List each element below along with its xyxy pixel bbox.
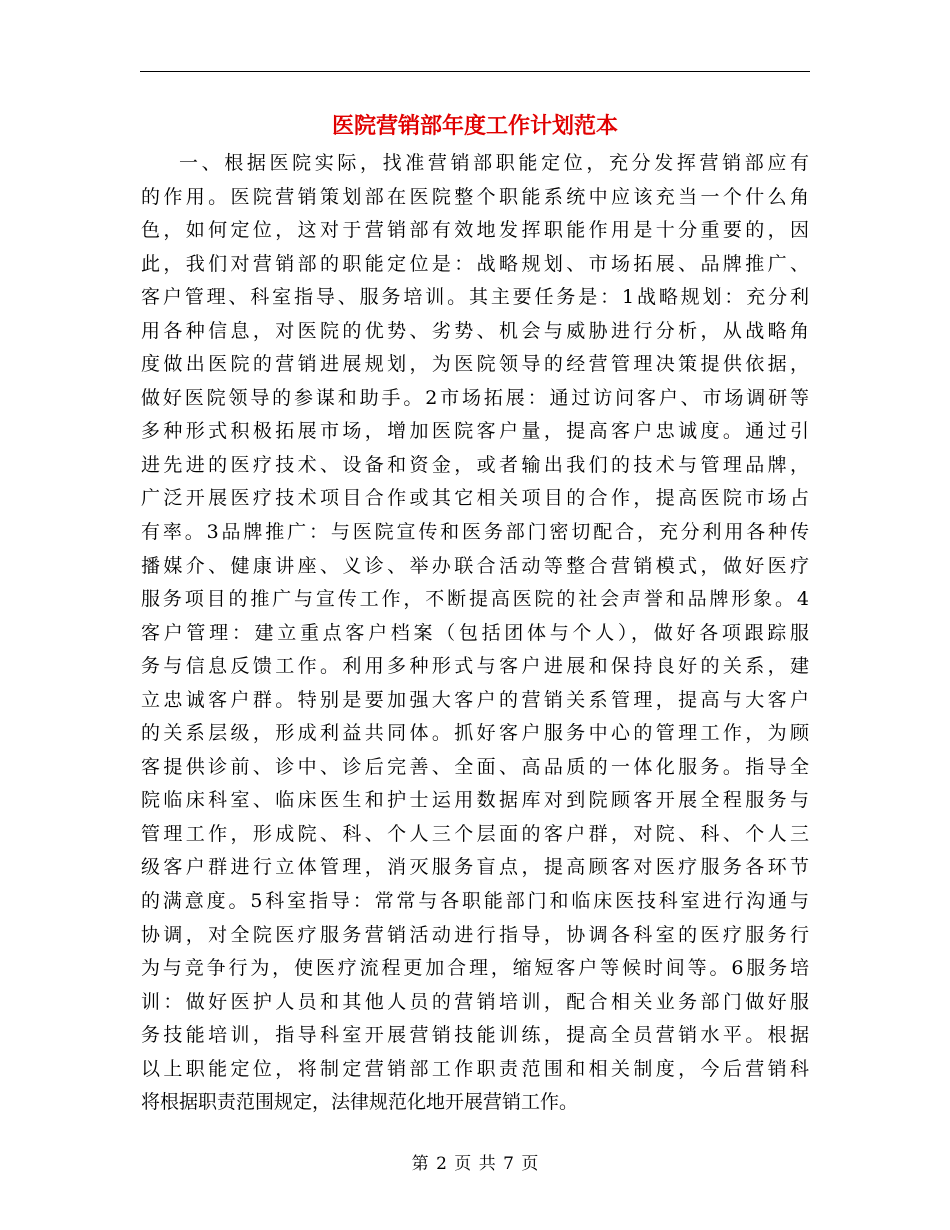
body-line: 立忠诚客户群。特别是要加强大客户的营销关系管理，提高与大客户 — [141, 688, 809, 711]
body-line: 务技能培训，指导科室开展营销技能训练，提高全员营销水平。根据 — [141, 1024, 809, 1047]
body-line: 管理工作，形成院、科、个人三个层面的客户群，对院、科、个人三 — [141, 822, 809, 845]
body-line: 服务项目的推广与宣传工作，不断提高医院的社会声誉和品牌形象。4 — [141, 588, 809, 611]
body-line: 进先进的医疗技术、设备和资金，或者输出我们的技术与管理品牌， — [141, 453, 809, 476]
body-text — [141, 147, 809, 1120]
body-line: 协调，对全院医疗服务营销活动进行指导，协调各科室的医疗服务行 — [141, 923, 809, 946]
body-line: 级客户群进行立体管理，消灭服务盲点，提高顾客对医疗服务各环节 — [141, 856, 809, 879]
body-line: 务与信息反馈工作。利用多种形式与客户进展和保持良好的关系，建 — [141, 655, 809, 678]
body-line: 多种形式积极拓展市场，增加医院客户量，提高客户忠诚度。通过引 — [141, 420, 809, 443]
body-line: 客户管理、科室指导、服务培训。其主要任务是：1战略规划：充分利 — [141, 286, 809, 309]
body-line: 播媒介、健康讲座、义诊、举办联合活动等整合营销模式，做好医疗 — [141, 554, 809, 577]
body-line: 做好医院领导的参谋和助手。2市场拓展：通过访问客户、市场调研等 — [141, 386, 809, 409]
body-line: 院临床科室、临床医生和护士运用数据库对到院顾客开展全程服务与 — [141, 789, 809, 812]
body-line: 广泛开展医疗技术项目合作或其它相关项目的合作，提高医院市场占 — [141, 487, 809, 510]
body-line: 训：做好医护人员和其他人员的营销培训，配合相关业务部门做好服 — [141, 990, 809, 1013]
body-line: 为与竞争行为，使医疗流程更加合理，缩短客户等候时间等。6服务培 — [141, 957, 809, 980]
body-line: 用各种信息，对医院的优势、劣势、机会与威胁进行分析，从战略角 — [141, 319, 809, 342]
body-line: 色，如何定位，这对于营销部有效地发挥职能作用是十分重要的，因 — [141, 219, 809, 242]
body-line: 的关系层级，形成利益共同体。抓好客户服务中心的管理工作，为顾 — [141, 722, 809, 745]
document-title: 医院营销部年度工作计划范本 — [331, 113, 618, 139]
body-line: 一、根据医院实际，找准营销部职能定位，充分发挥营销部应有 — [179, 152, 809, 174]
body-line: 有率。3品牌推广：与医院宣传和医务部门密切配合，充分利用各种传 — [141, 521, 809, 544]
body-line: 此，我们对营销部的职能定位是：战略规划、市场拓展、品牌推广、 — [141, 252, 809, 275]
body-line: 度做出医院的营销进展规划，为医院领导的经营管理决策提供依据， — [141, 353, 809, 376]
body-line: 客户管理：建立重点客户档案（包括团体与个人），做好各项跟踪服 — [141, 621, 809, 644]
body-line: 客提供诊前、诊中、诊后完善、全面、高品质的一体化服务。指导全 — [141, 755, 809, 778]
body-line: 的作用。医院营销策划部在医院整个职能系统中应该充当一个什么角 — [141, 185, 809, 208]
body-line: 的满意度。5科室指导：常常与各职能部门和临床医技科室进行沟通与 — [141, 890, 809, 913]
header-rule — [140, 71, 810, 72]
body-line: 将根据职责范围规定，法律规范化地开展营销工作。 — [141, 1091, 579, 1114]
body-line: 以上职能定位，将制定营销部工作职责范围和相关制度，今后营销科 — [141, 1057, 809, 1080]
page-number: 第 2 页 共 7 页 — [411, 1154, 539, 1174]
